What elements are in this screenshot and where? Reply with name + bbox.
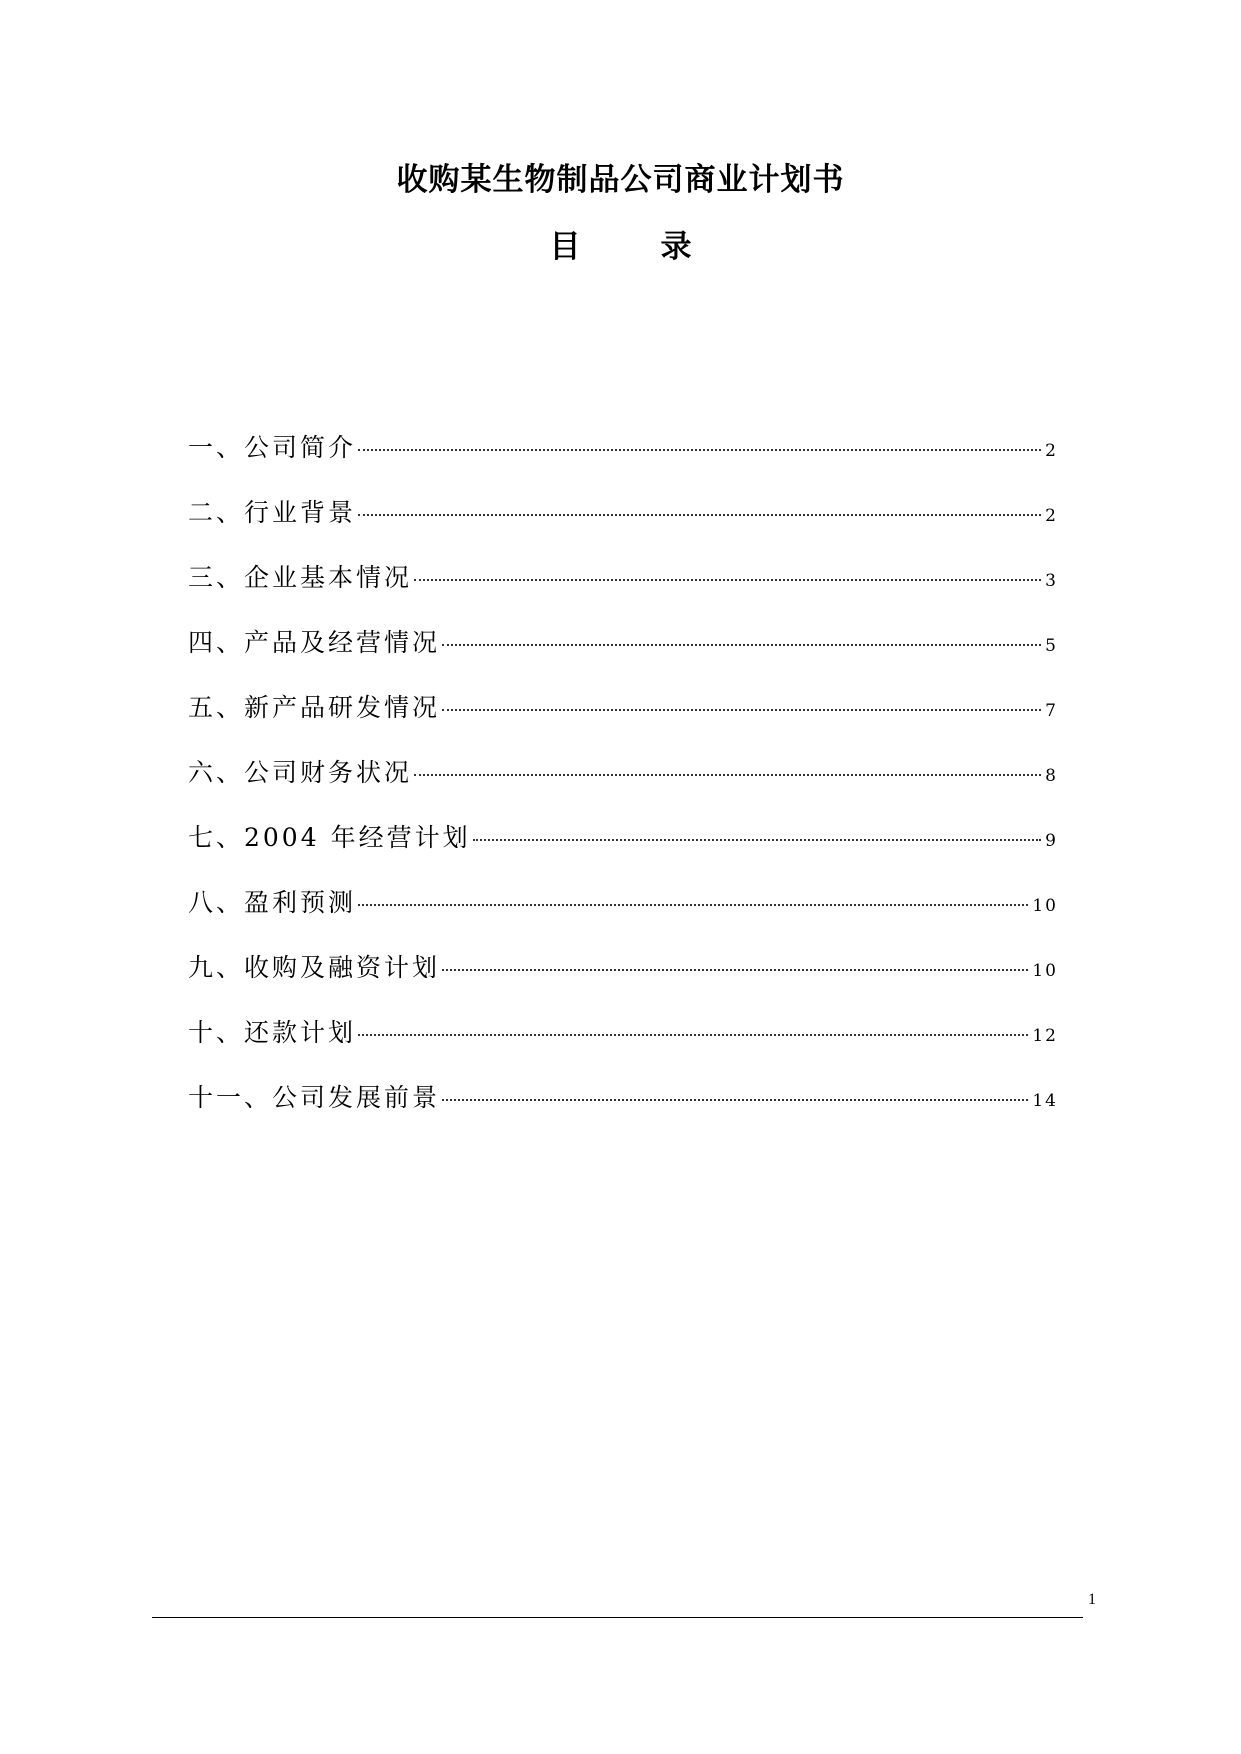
- toc-entry-label: 九、收购及融资计划: [188, 953, 441, 982]
- toc-entry-company-profile[interactable]: [188, 428, 1058, 493]
- toc-entry-enterprise-basics[interactable]: [188, 558, 1058, 623]
- toc-entry-page: 8: [1045, 766, 1058, 786]
- toc-entry-acquisition-financing[interactable]: [188, 948, 1058, 1013]
- toc-entry-label: 八、盈利预测: [188, 888, 357, 917]
- toc-entry-profit-forecast[interactable]: [188, 883, 1058, 948]
- toc-entry-financial-status[interactable]: [188, 753, 1058, 818]
- toc-entry-label: 四、产品及经营情况: [188, 628, 441, 657]
- document-title: 收购某生物制品公司商业计划书: [396, 162, 845, 198]
- toc-entry-page: 2: [1045, 441, 1058, 461]
- toc-entry-page: 10: [1032, 961, 1058, 981]
- toc-entry-label: 十一、公司发展前景: [188, 1083, 441, 1112]
- toc-entry-label: 五、新产品研发情况: [188, 693, 441, 722]
- toc-entry-page: 5: [1045, 636, 1058, 656]
- dot-leader: [442, 709, 1041, 711]
- toc-entry-industry-background[interactable]: [188, 493, 1058, 558]
- toc-entry-label: 十、还款计划: [188, 1018, 357, 1047]
- toc-entry-page: 3: [1045, 571, 1058, 591]
- dot-leader: [442, 969, 1028, 971]
- dot-leader: [414, 579, 1041, 581]
- dot-leader: [414, 774, 1041, 776]
- dot-leader: [442, 1099, 1028, 1101]
- toc-heading-left: 目: [549, 229, 581, 265]
- toc-entry-2004-business-plan[interactable]: [188, 818, 1058, 883]
- toc-entry-page: 7: [1045, 701, 1058, 721]
- dot-leader: [358, 1034, 1028, 1036]
- toc-entry-label: 一、公司简介: [188, 433, 357, 462]
- toc-entry-label: 三、企业基本情况: [188, 563, 413, 592]
- toc-heading: [0, 227, 1241, 267]
- toc-entry-products-operations[interactable]: [188, 623, 1058, 688]
- toc-entry-label: 七、2004 年经营计划: [188, 823, 471, 852]
- toc-entry-page: 2: [1045, 506, 1058, 526]
- dot-leader: [473, 839, 1042, 841]
- toc-entry-page: 12: [1032, 1026, 1058, 1046]
- footer-divider: [152, 1617, 1083, 1618]
- toc-entry-new-product-rd[interactable]: [188, 688, 1058, 753]
- toc-entry-page: 14: [1032, 1091, 1058, 1111]
- dot-leader: [358, 449, 1041, 451]
- toc-entry-label: 二、行业背景: [188, 498, 357, 527]
- page-number: 1: [1088, 1591, 1096, 1608]
- toc-entry-label: 六、公司财务状况: [188, 758, 413, 787]
- table-of-contents: [188, 428, 1058, 1143]
- toc-entry-page: 10: [1032, 896, 1058, 916]
- toc-entry-page: 9: [1045, 831, 1058, 851]
- toc-entry-repayment-plan[interactable]: [188, 1013, 1058, 1078]
- dot-leader: [442, 644, 1041, 646]
- toc-heading-right: 录: [660, 229, 692, 265]
- dot-leader: [358, 514, 1041, 516]
- dot-leader: [358, 904, 1028, 906]
- toc-entry-development-outlook[interactable]: [188, 1078, 1058, 1143]
